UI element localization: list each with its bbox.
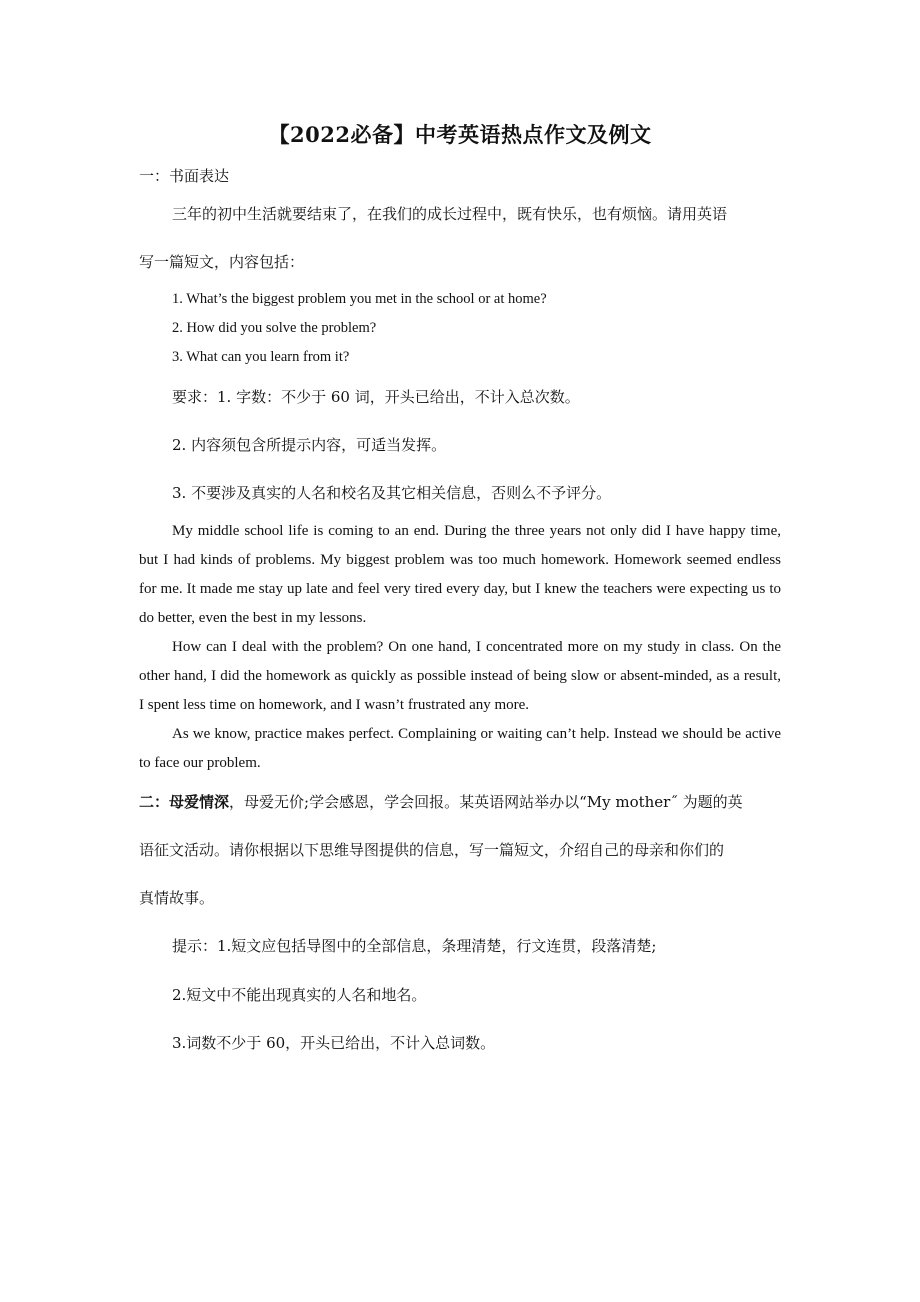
tip-1: 提示：1.短文应包括导图中的全部信息，条理清楚，行文连贯，段落清楚; — [172, 937, 657, 955]
tip-3: 3.词数不少于 60，开头已给出，不计入总词数。 — [172, 1034, 496, 1052]
tip-2: 2.短文中不能出现真实的人名和地名。 — [172, 986, 427, 1004]
section2-heading: 二：母爱情深 — [139, 793, 230, 811]
essay-paragraph-1: My middle school life is coming to an end. During the three years not only did I have happy time, but I had kinds of problems. My biggest problem was too much homework. Homework seemed endless for me. It made me stay up late and feel very tired every day, but I knew the teachers were expecting us to do better, even the best in my lessons. — [139, 523, 781, 626]
essay-paragraph-3: As we know, practice makes perfect. Complaining or waiting can’t help. Instead we should be active to face our problem. — [139, 726, 781, 771]
section1-heading: 一：书面表达 — [139, 167, 230, 185]
question-3: 3. What can you learn from it? — [172, 349, 350, 365]
requirement-3: 3. 不要涉及真实的人名和校名及其它相关信息，否则么不予评分。 — [172, 484, 612, 502]
question-1: 1. What’s the biggest problem you met in the school or at home? — [172, 291, 547, 307]
section2-line3: 真情故事。 — [139, 889, 215, 907]
section2-line1 — [139, 791, 743, 812]
question-2: 2. How did you solve the problem? — [172, 320, 377, 336]
section2-line2: 语征文活动。请你根据以下思维导图提供的信息，写一篇短文，介绍自己的母亲和你们的 — [139, 841, 725, 859]
requirement-2: 2. 内容须包含所提示内容，可适当发挥。 — [172, 436, 447, 454]
essay-paragraph-2: How can I deal with the problem? On one hand, I concentrated more on my study in class. On the other hand, I did the homework as quickly as possible instead of being slow or absent-minded, as a result, I spent less time on homework, and I wasn’t frustrated any more. — [139, 639, 781, 713]
requirement-1: 要求：1. 字数：不少于 60 词，开头已给出，不计入总次数。 — [172, 388, 580, 406]
section1-prompt-line2: 写一篇短文，内容包括： — [139, 253, 305, 271]
section2-line1-text: ，母爱无价;学会感恩，学会回报。某英语网站举办以“My mother˝ 为题的英 — [229, 793, 743, 811]
document-title: 【2022必备】中考英语热点作文及例文 — [268, 122, 652, 147]
section1-prompt-line1: 三年的初中生活就要结束了，在我们的成长过程中，既有快乐，也有烦恼。请用英语 — [172, 205, 728, 223]
